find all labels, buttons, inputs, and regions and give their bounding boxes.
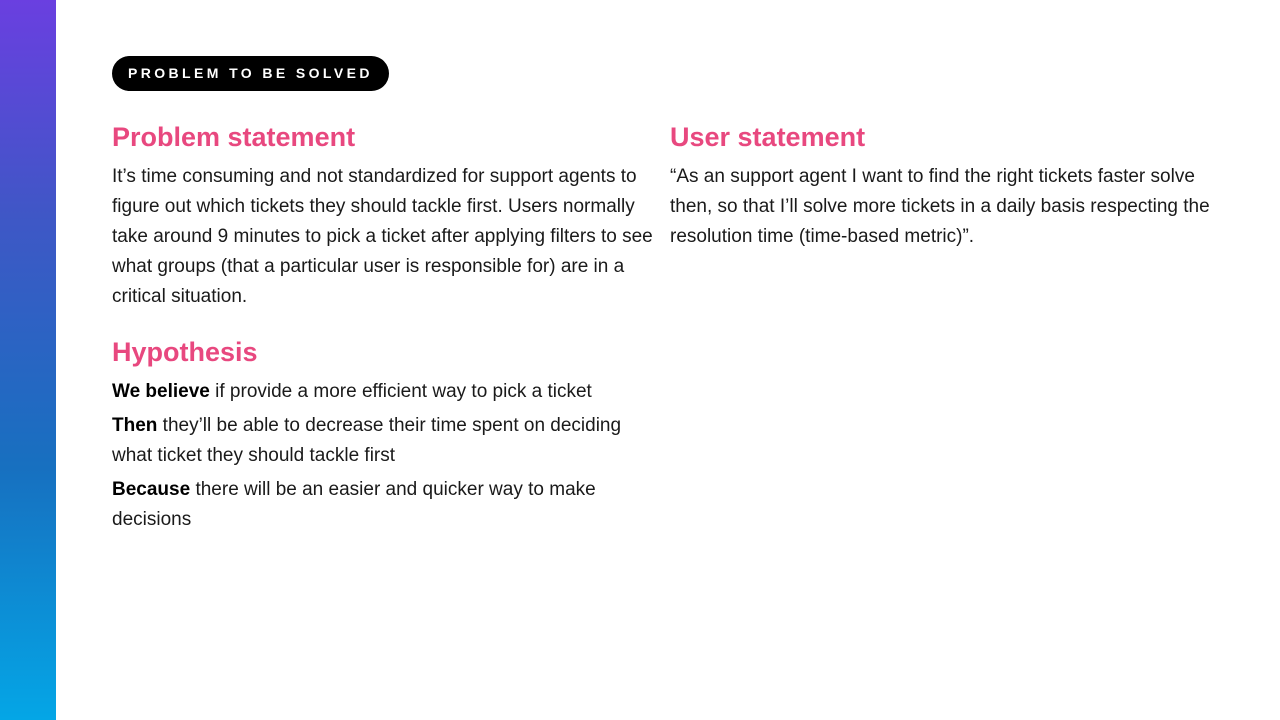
hypothesis-then (112, 411, 652, 471)
hypothesis-because (112, 475, 652, 535)
hypothesis-lead: Then (112, 415, 158, 436)
hypothesis-heading: Hypothesis (112, 337, 258, 367)
user-statement-heading: User statement (670, 122, 866, 152)
problem-statement-body: It’s time consuming and not standardized for support agents to figure out which tickets they should tackle first. Users normally take around 9 minutes to pick a ticket after applying filters to see what groups (that a particular user is responsible for) are in a critical situation. (112, 166, 653, 307)
problem-statement-heading: Problem statement (112, 122, 356, 152)
user-statement-body: “As an support agent I want to find the right tickets faster solve then, so that I’ll solve more tickets in a daily basis respecting the resolution time (time-based metric)”. (670, 166, 1210, 247)
gradient-side-bar (0, 0, 56, 720)
section-tag: PROBLEM TO BE SOLVED (112, 56, 389, 91)
hypothesis-text: there will be an easier and quicker way to make decisions (112, 479, 596, 530)
hypothesis-text: they’ll be able to decrease their time spent on deciding what ticket they should tackle first (112, 415, 622, 466)
hypothesis-text: if provide a more efficient way to pick a ticket (209, 381, 592, 402)
hypothesis-we-believe (112, 377, 652, 407)
hypothesis-lead: Because (112, 479, 191, 500)
hypothesis-list (112, 377, 652, 539)
hypothesis-lead: We believe (112, 381, 210, 402)
